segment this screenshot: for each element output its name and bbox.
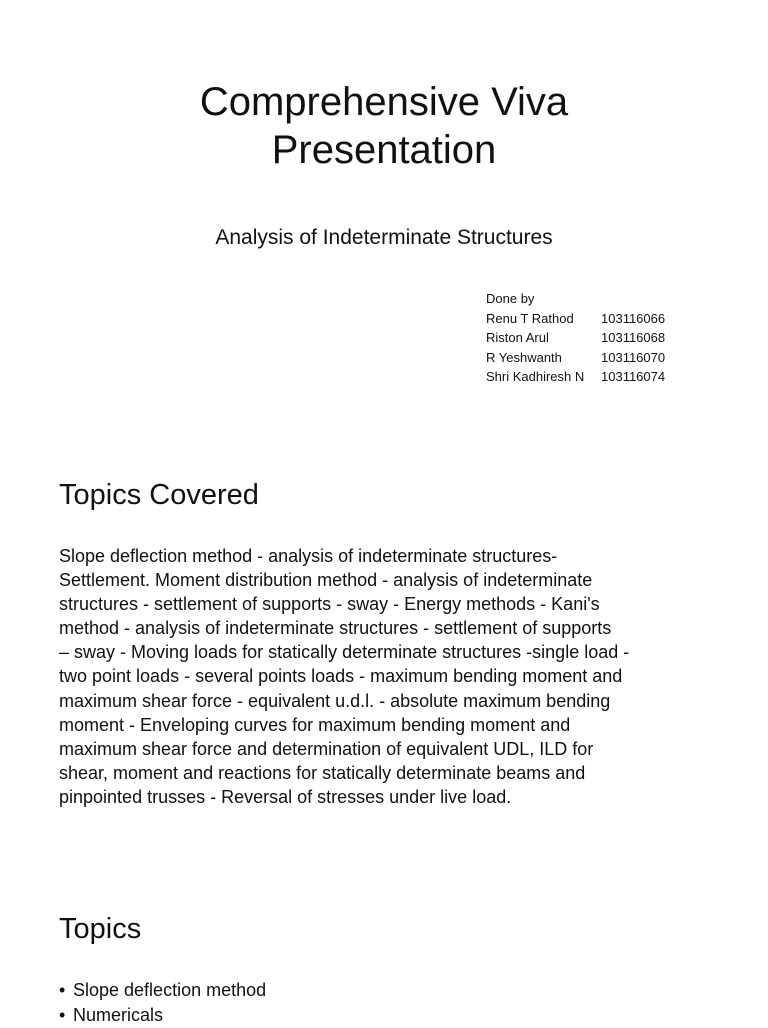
body-line: shear, moment and reactions for statically determinate beams and — [59, 762, 586, 783]
topics-slide — [0, 850, 768, 1024]
title-line-1: Comprehensive Viva — [199, 80, 569, 124]
body-line: method - analysis of indeterminate structures - settlement of supports — [59, 618, 612, 639]
author-row — [486, 328, 665, 348]
bullet-icon: • — [59, 1005, 66, 1025]
body-line: pinpointed trusses - Reversal of stresses under live load. — [59, 786, 512, 807]
presentation-subtitle: Analysis of Indeterminate Structures — [215, 226, 553, 249]
body-line: moment - Enveloping curves for maximum bending moment and — [59, 714, 571, 735]
author-id: 103116066 — [601, 310, 666, 326]
author-row — [486, 348, 665, 368]
author-name: Shri Kadhiresh N — [486, 369, 585, 384]
done-by-label: Done by — [486, 291, 535, 306]
topics-covered-heading: Topics Covered — [59, 479, 259, 511]
author-id: 103116070 — [601, 349, 666, 365]
author-row — [486, 367, 665, 387]
bullet-icon: • — [59, 980, 66, 1000]
topics-covered-slide — [0, 430, 768, 850]
title-line-2: Presentation — [271, 128, 497, 172]
body-line: – sway - Moving loads for statically determinate structures -single load - — [59, 642, 630, 663]
topics-list — [59, 978, 266, 1028]
topics-heading: Topics — [59, 913, 142, 945]
presentation-title — [0, 78, 768, 174]
topics-covered-body — [59, 544, 719, 809]
author-id: 103116068 — [601, 330, 666, 345]
authors-block — [486, 289, 665, 387]
body-line: Settlement. Moment distribution method - analysis of indeterminate — [59, 570, 593, 591]
author-name: R Yeshwanth — [486, 349, 562, 365]
body-line: Slope deflection method - analysis of indeterminate structures- — [59, 546, 558, 566]
list-item — [59, 1003, 266, 1028]
body-line: maximum shear force and determination of equivalent UDL, ILD for — [59, 738, 594, 759]
list-item-label: Numericals — [73, 1005, 164, 1025]
body-line: maximum shear force - equivalent u.d.l. - absolute maximum bending — [59, 690, 611, 711]
body-line: two point loads - several points loads - maximum bending moment and — [59, 666, 623, 687]
list-item-label: Slope deflection method — [73, 980, 267, 1000]
title-slide — [0, 0, 768, 430]
author-row — [486, 309, 665, 329]
author-name: Riston Arul — [486, 330, 549, 345]
body-line: structures - settlement of supports - sway - Energy methods - Kani's — [59, 594, 600, 615]
list-item — [59, 978, 266, 1003]
author-id: 103116074 — [601, 369, 666, 384]
author-name: Renu T Rathod — [486, 310, 574, 326]
